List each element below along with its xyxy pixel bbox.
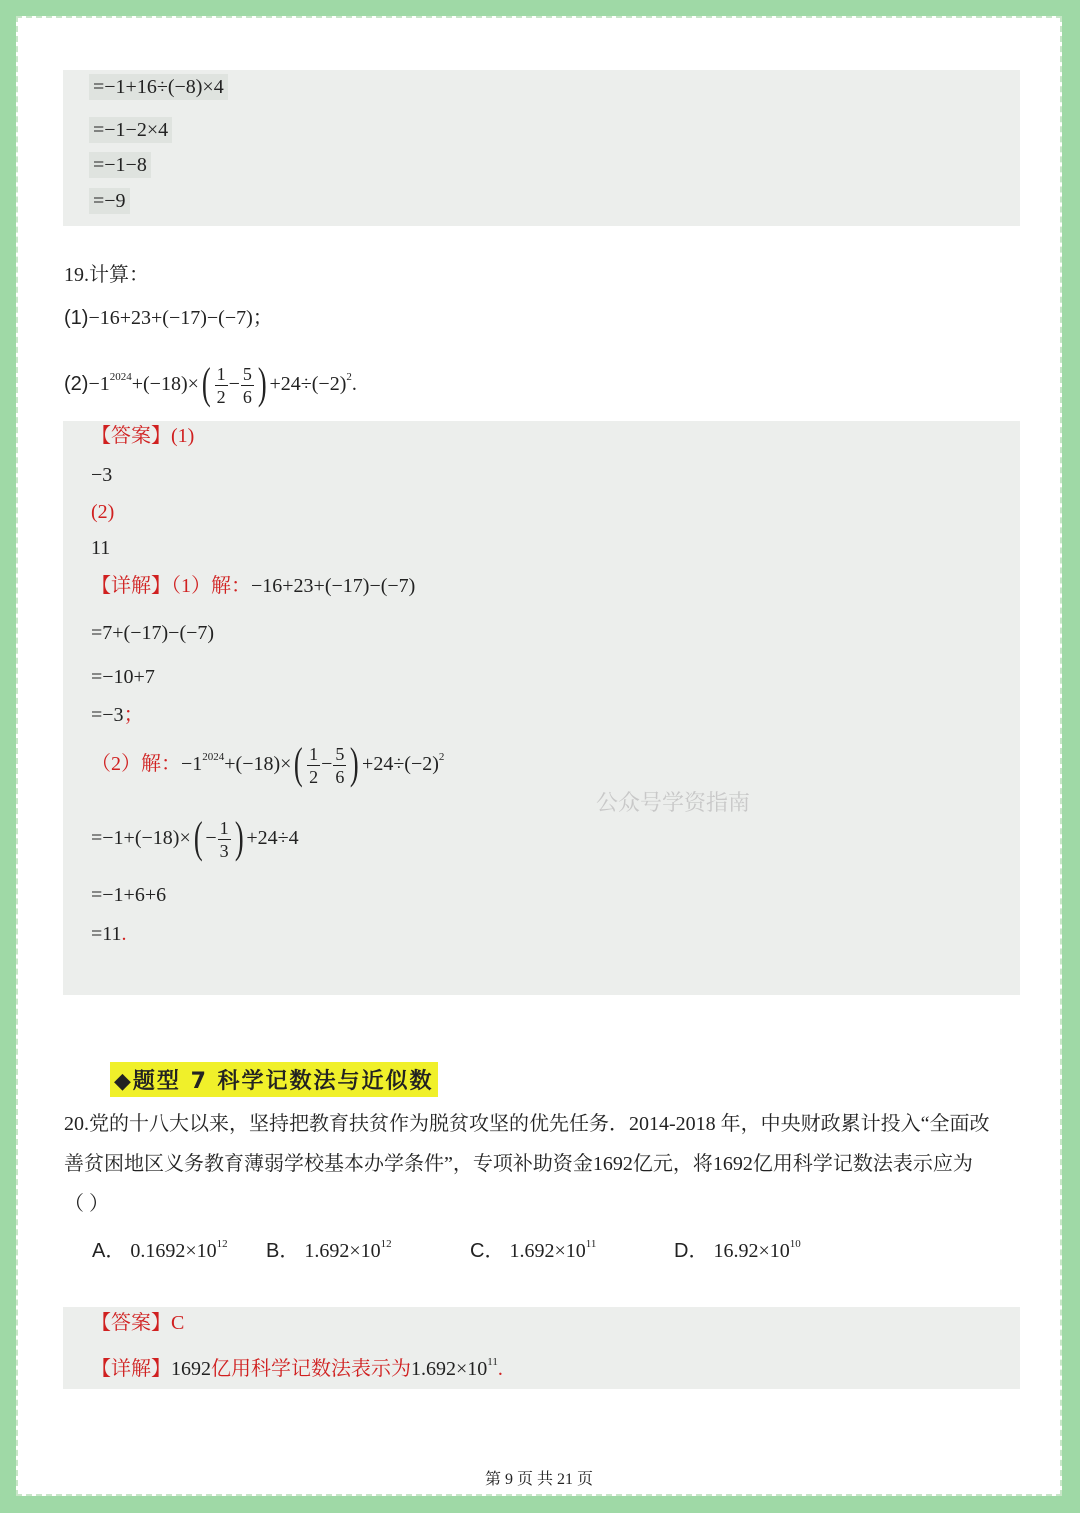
detail-line: =−1+(−18)×( − $\frac{1}{3}$ ) +24÷4 — [91, 813, 299, 863]
question-20-answer-block — [63, 1307, 1020, 1389]
fraction: $\frac{1}{2}$ — [309, 744, 319, 787]
detail-line: =−10+7 — [91, 666, 155, 688]
detail-header: 【详解】（1）解：−16+23+(−17)−(−7) — [91, 575, 416, 597]
answer-value: 11 — [91, 537, 111, 559]
solution-line: =−1−2×4 — [89, 117, 172, 143]
fraction: $\frac{1}{3}$ — [219, 818, 229, 861]
answer-part-label: (2) — [91, 501, 115, 523]
option-c[interactable]: C． $1.692\times 10^{11}$ — [470, 1238, 597, 1262]
detail-line: =7+(−17)−(−7) — [91, 622, 215, 644]
option-d[interactable]: D． $16.92\times 10^{10}$ — [674, 1238, 801, 1262]
fraction: $\frac{5}{6}$ — [335, 744, 345, 787]
answer-header: 【答案】C — [91, 1312, 185, 1334]
answer-header: 【答案】(1) — [91, 425, 195, 447]
answer-value: −3 — [91, 464, 113, 486]
document-page — [16, 16, 1062, 1496]
detail-line: =−3； — [91, 704, 144, 726]
section-heading: ◆题型 7 科学记数法与近似数 — [110, 1062, 438, 1097]
option-a[interactable]: A． $0.1692\times 10^{12}$ — [92, 1238, 228, 1262]
solution-line: =−1−8 — [89, 152, 151, 178]
previous-solution-block — [63, 70, 1020, 226]
fraction: $\frac{1}{2}$ — [216, 364, 226, 407]
detail-line: =−1+6+6 — [91, 884, 167, 906]
fraction: $\frac{5}{6}$ — [242, 364, 252, 407]
question-19-part1: (1)−16+23+(−17)−(−7)； — [64, 307, 273, 329]
question-19-part2: $(2)-1^{2024}+(-18)\times$( $\frac{1}{2}$ − $\frac{5}{6}$ ) $+24\div(-2)^2$. — [64, 359, 357, 409]
page-footer: 第 9 页 共 21 页 — [484, 1471, 593, 1488]
detail-header: 【详解】1692亿用科学记数法表示为$1.692\times 10^{11}$. — [91, 1356, 503, 1380]
option-b[interactable]: B． $1.692\times 10^{12}$ — [266, 1238, 392, 1262]
watermark: 公众号学资指南 — [596, 791, 751, 816]
question-19-answer-block — [63, 421, 1020, 995]
solution-line: =−1+16÷(−8)×4 — [89, 74, 228, 100]
question-19-title: 19.计算： — [64, 264, 149, 286]
detail-line: =11. — [91, 923, 127, 945]
solution-line: =−9 — [89, 188, 130, 214]
question-20-text: 20.党的十八大以来，坚持把教育扶贫作为脱贫攻坚的优先任务．2014-2018 年，中央财政累计投入“全面改 善贫困地区义务教育薄弱学校基本办学条件”，专项补助资金1692亿元，将1692亿用科学记数法表示应为 （ ） — [64, 1113, 990, 1215]
detail-line: （2）解：$-1^{2024}+(-18)\times$( $\frac{1}{2}$ − $\frac{5}{6}$ ) $+24\div(-2)^2$ — [91, 739, 445, 789]
